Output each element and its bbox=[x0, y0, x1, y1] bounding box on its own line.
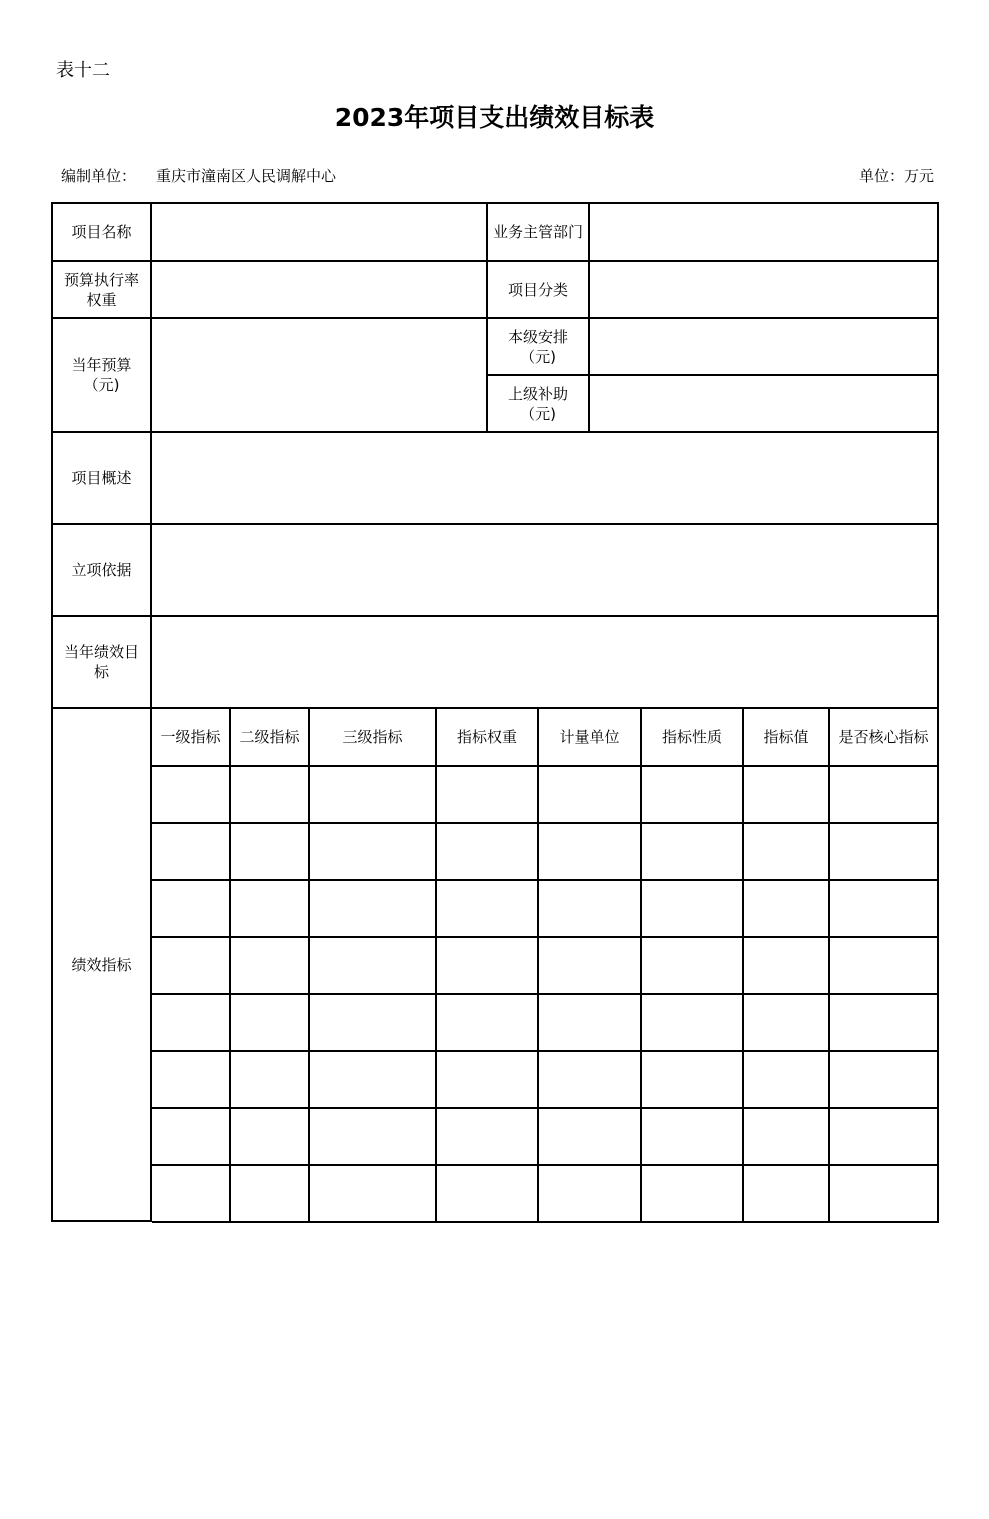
indicator-cell-core[interactable] bbox=[830, 1109, 939, 1166]
indicator-cell-nature[interactable] bbox=[642, 767, 744, 824]
indicator-cell-level3[interactable] bbox=[310, 1109, 437, 1166]
indicator-cell-level3[interactable] bbox=[310, 767, 437, 824]
indicator-header-nature: 指标性质 bbox=[642, 709, 744, 767]
local-arrangement-label: 本级安排（元) bbox=[488, 319, 590, 376]
indicator-cell-level1[interactable] bbox=[152, 881, 231, 938]
upper-subsidy-value[interactable] bbox=[590, 376, 939, 433]
indicator-cell-unit[interactable] bbox=[539, 1109, 642, 1166]
indicator-cell-level3[interactable] bbox=[310, 824, 437, 881]
indicator-cell-level3[interactable] bbox=[310, 881, 437, 938]
indicator-cell-level3[interactable] bbox=[310, 1052, 437, 1109]
indicator-cell-level2[interactable] bbox=[231, 881, 310, 938]
indicator-cell-weight[interactable] bbox=[437, 1052, 539, 1109]
indicator-cell-nature[interactable] bbox=[642, 1052, 744, 1109]
org-value: 重庆市潼南区人民调解中心 bbox=[156, 167, 337, 185]
indicator-cell-level1[interactable] bbox=[152, 767, 231, 824]
indicator-cell-value[interactable] bbox=[744, 1166, 830, 1223]
table-number-label: 表十二 bbox=[56, 60, 110, 81]
indicator-cell-weight[interactable] bbox=[437, 767, 539, 824]
indicator-cell-nature[interactable] bbox=[642, 881, 744, 938]
indicator-cell-level2[interactable] bbox=[231, 824, 310, 881]
indicator-header-level2: 二级指标 bbox=[231, 709, 310, 767]
indicator-header-level3: 三级指标 bbox=[310, 709, 437, 767]
indicator-cell-level1[interactable] bbox=[152, 1052, 231, 1109]
annual-budget-label: 当年预算（元) bbox=[53, 319, 152, 433]
basis-label: 立项依据 bbox=[53, 525, 152, 617]
project-name-value[interactable] bbox=[152, 204, 488, 262]
indicator-cell-core[interactable] bbox=[830, 938, 939, 995]
indicator-cell-unit[interactable] bbox=[539, 767, 642, 824]
category-label: 项目分类 bbox=[488, 262, 590, 319]
indicator-cell-level3[interactable] bbox=[310, 1166, 437, 1223]
indicator-header-level1: 一级指标 bbox=[152, 709, 231, 767]
overview-label: 项目概述 bbox=[53, 433, 152, 525]
org-label: 编制单位： bbox=[61, 167, 137, 185]
budget-rate-label: 预算执行率权重 bbox=[53, 262, 152, 319]
upper-subsidy-label: 上级补助（元) bbox=[488, 376, 590, 433]
indicator-cell-unit[interactable] bbox=[539, 938, 642, 995]
indicator-cell-value[interactable] bbox=[744, 995, 830, 1052]
dept-label: 业务主管部门 bbox=[488, 204, 590, 262]
dept-value[interactable] bbox=[590, 204, 939, 262]
indicator-cell-weight[interactable] bbox=[437, 881, 539, 938]
indicator-cell-level2[interactable] bbox=[231, 767, 310, 824]
indicator-cell-core[interactable] bbox=[830, 1166, 939, 1223]
indicator-header-weight: 指标权重 bbox=[437, 709, 539, 767]
indicator-cell-level2[interactable] bbox=[231, 995, 310, 1052]
indicator-header-unit: 计量单位 bbox=[539, 709, 642, 767]
indicator-cell-unit[interactable] bbox=[539, 824, 642, 881]
overview-value[interactable] bbox=[152, 433, 939, 525]
indicator-cell-level1[interactable] bbox=[152, 1166, 231, 1223]
indicator-cell-level1[interactable] bbox=[152, 995, 231, 1052]
indicator-cell-unit[interactable] bbox=[539, 1166, 642, 1223]
unit-label: 单位：万元 bbox=[858, 167, 934, 185]
indicator-cell-nature[interactable] bbox=[642, 938, 744, 995]
indicator-cell-level2[interactable] bbox=[231, 1052, 310, 1109]
indicator-cell-level1[interactable] bbox=[152, 824, 231, 881]
indicator-cell-value[interactable] bbox=[744, 881, 830, 938]
indicator-cell-value[interactable] bbox=[744, 938, 830, 995]
indicator-cell-nature[interactable] bbox=[642, 824, 744, 881]
basis-value[interactable] bbox=[152, 525, 939, 617]
indicator-cell-nature[interactable] bbox=[642, 1109, 744, 1166]
indicator-cell-value[interactable] bbox=[744, 767, 830, 824]
indicator-cell-level1[interactable] bbox=[152, 938, 231, 995]
category-value[interactable] bbox=[590, 262, 939, 319]
indicator-cell-core[interactable] bbox=[830, 767, 939, 824]
indicator-cell-level2[interactable] bbox=[231, 938, 310, 995]
indicator-cell-unit[interactable] bbox=[539, 995, 642, 1052]
indicator-cell-weight[interactable] bbox=[437, 1166, 539, 1223]
indicator-cell-core[interactable] bbox=[830, 995, 939, 1052]
indicator-header-value: 指标值 bbox=[744, 709, 830, 767]
indicator-cell-value[interactable] bbox=[744, 1109, 830, 1166]
indicator-cell-weight[interactable] bbox=[437, 824, 539, 881]
indicator-label: 绩效指标 bbox=[53, 709, 152, 1222]
indicator-cell-nature[interactable] bbox=[642, 995, 744, 1052]
goal-value[interactable] bbox=[152, 617, 939, 709]
indicator-cell-level2[interactable] bbox=[231, 1109, 310, 1166]
indicator-header-core: 是否核心指标 bbox=[830, 709, 939, 767]
indicator-cell-weight[interactable] bbox=[437, 1109, 539, 1166]
indicator-cell-level3[interactable] bbox=[310, 995, 437, 1052]
indicator-cell-nature[interactable] bbox=[642, 1166, 744, 1223]
page-title: 2023年项目支出绩效目标表 bbox=[334, 103, 655, 132]
indicator-cell-unit[interactable] bbox=[539, 881, 642, 938]
indicator-cell-core[interactable] bbox=[830, 824, 939, 881]
performance-target-table bbox=[51, 202, 939, 1222]
indicator-cell-unit[interactable] bbox=[539, 1052, 642, 1109]
indicator-cell-level3[interactable] bbox=[310, 938, 437, 995]
goal-label: 当年绩效目标 bbox=[53, 617, 152, 709]
indicator-cell-level1[interactable] bbox=[152, 1109, 231, 1166]
budget-rate-value[interactable] bbox=[152, 262, 488, 319]
project-name-label: 项目名称 bbox=[53, 204, 152, 262]
local-arrangement-value[interactable] bbox=[590, 319, 939, 376]
indicator-cell-value[interactable] bbox=[744, 824, 830, 881]
indicator-cell-core[interactable] bbox=[830, 1052, 939, 1109]
indicator-cell-value[interactable] bbox=[744, 1052, 830, 1109]
indicator-cell-level2[interactable] bbox=[231, 1166, 310, 1223]
annual-budget-value[interactable] bbox=[152, 319, 488, 433]
indicator-cell-weight[interactable] bbox=[437, 938, 539, 995]
indicator-cell-core[interactable] bbox=[830, 881, 939, 938]
indicator-cell-weight[interactable] bbox=[437, 995, 539, 1052]
